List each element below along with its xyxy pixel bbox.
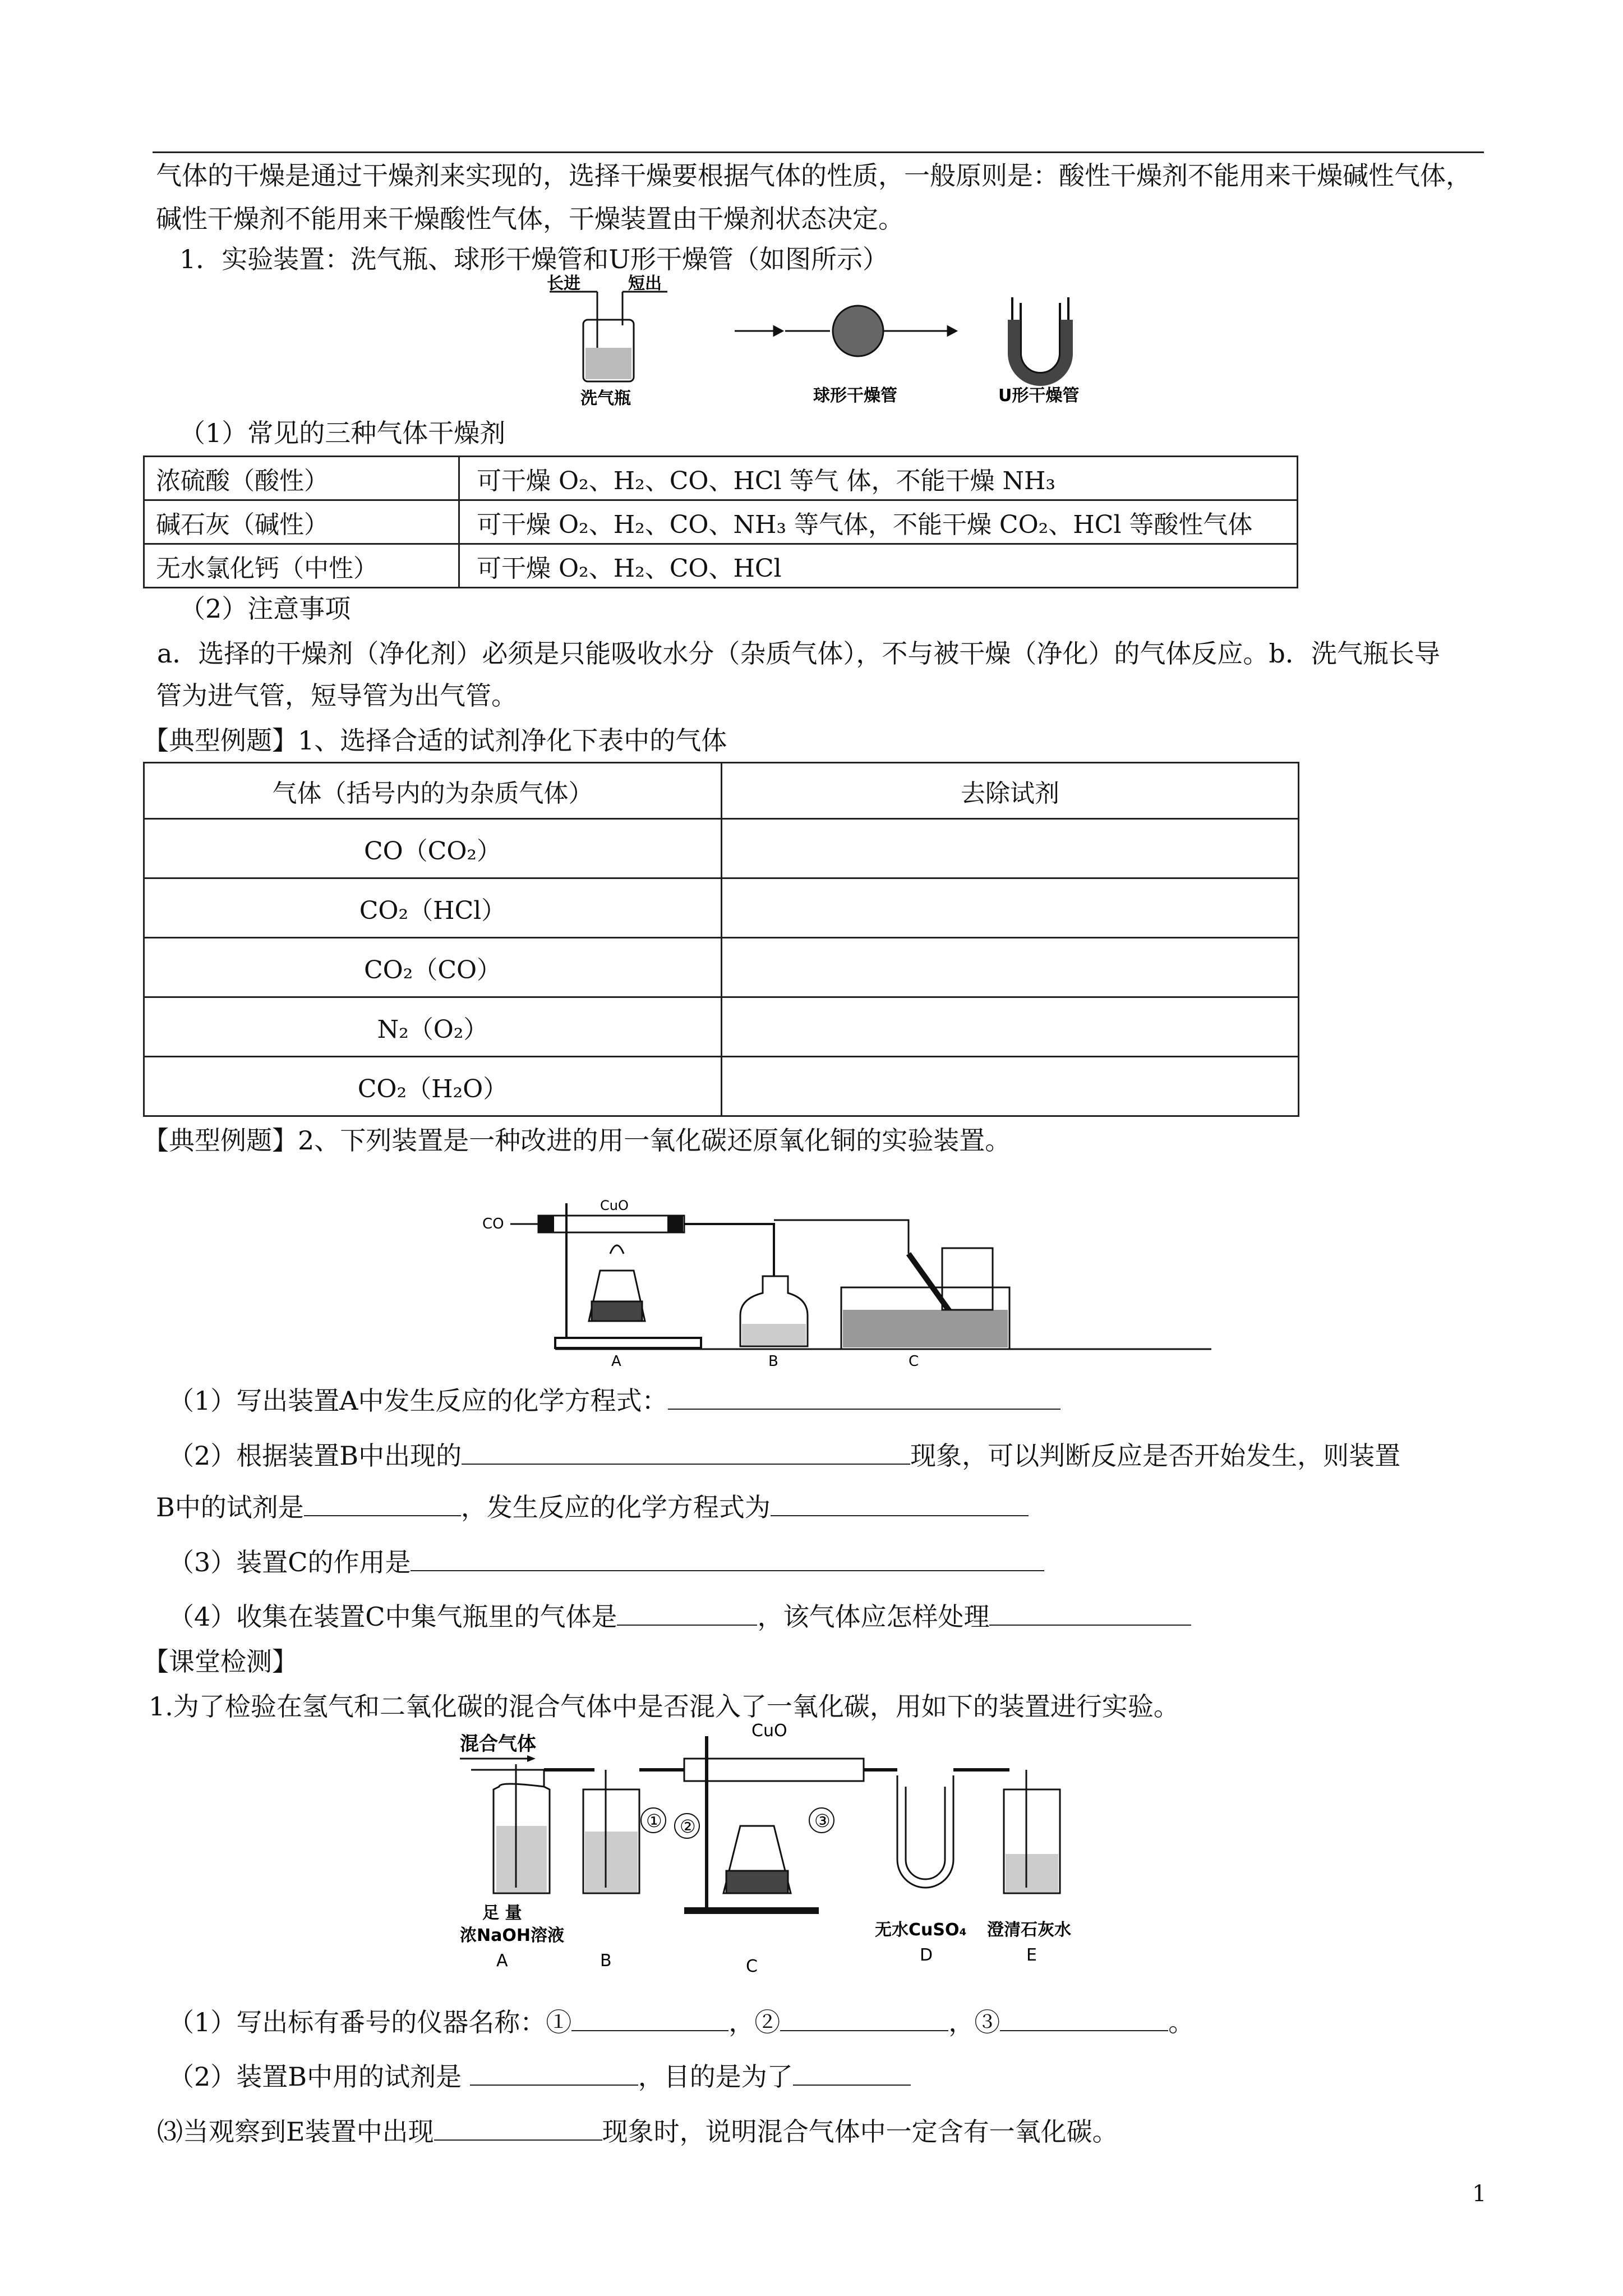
bottle-a (471, 1764, 550, 1893)
notes-heading: （2）注意事项 (179, 593, 351, 624)
marker-2-label: ② (680, 1816, 696, 1837)
label-a: A (496, 1951, 508, 1971)
wash-bottle (550, 292, 667, 381)
reaction-tube (684, 1759, 864, 1781)
ex2-q2-text-a: （2）根据装置B中出现的 (168, 1441, 462, 1471)
desc-cell: 可干燥 O₂、H₂、CO、HCl 等气 体，不能干燥 NH₃ (459, 457, 1298, 500)
check-q1-text-b: ，② (728, 2007, 781, 2037)
ex2-q2-text-d: ，发生反应的化学方程式为 (460, 1492, 771, 1522)
check-title: 【课堂检测】 (143, 1646, 298, 1677)
table-row (144, 1057, 1299, 1116)
check-q1-text-a: （1）写出标有番号的仪器名称：① (168, 2007, 572, 2037)
table-row (144, 997, 1299, 1057)
check-q2 (168, 2060, 911, 2093)
ex2-q2-text-b: 现象，可以判断反应是否开始发生，则装置 (910, 1441, 1401, 1471)
agent-cell: 浓硫酸（酸性） (144, 457, 459, 500)
reagent-answer-cell[interactable] (722, 997, 1299, 1057)
co-reduction-apparatus-figure (482, 1198, 1256, 1372)
header-gas: 气体（括号内的为杂质气体） (144, 763, 722, 819)
co-detection-apparatus-figure (449, 1721, 1138, 1989)
check-q-intro: 1.为了检验在氢气和二氧化碳的混合气体中是否混入了一氧化碳，用如下的装置进行实验。 (149, 1691, 1179, 1722)
section1-title: 1．实验装置：洗气瓶、球形干燥管和U形干燥管（如图所示） (179, 244, 889, 274)
answer-blank[interactable] (411, 1545, 1044, 1571)
trough-c (841, 1248, 1009, 1349)
arrow-1 (735, 326, 782, 335)
answer-blank[interactable] (470, 2060, 638, 2086)
agent-cell: 无水氯化钙（中性） (144, 544, 459, 588)
answer-blank[interactable] (771, 1490, 1029, 1516)
ex2-q3-text: （3）装置C的作用是 (168, 1547, 411, 1577)
ex2-q1-text: （1）写出装置A中发生反应的化学方程式： (168, 1386, 668, 1416)
ex2-q3 (168, 1545, 1044, 1579)
answer-blank[interactable] (434, 2115, 602, 2141)
page-number: 1 (1472, 2181, 1487, 2207)
bottle-b (583, 1770, 639, 1893)
table-row (144, 457, 1298, 500)
table-row (144, 544, 1298, 588)
check-q1-text-c: ，③ (948, 2007, 1000, 2037)
alcohol-lamp (589, 1245, 645, 1321)
gas-purification-table (143, 762, 1299, 1117)
intro-line-1: 气体的干燥是通过干燥剂来实现的，选择干燥要根据气体的性质，一般原则是：酸性干燥剂不能用来干燥碱性气体， (156, 160, 1472, 191)
drying-apparatus-figure (538, 274, 1133, 409)
answer-blank[interactable] (780, 2005, 948, 2031)
header-reagent: 去除试剂 (722, 763, 1299, 819)
table-row (144, 819, 1299, 878)
label-u-tube: U形干燥管 (998, 386, 1080, 406)
ex2-q2-text-c: B中的试剂是 (156, 1492, 304, 1522)
dryers-heading: （1）常见的三种气体干燥剂 (179, 418, 506, 448)
example1-title: 【典型例题】1、选择合适的试剂净化下表中的气体 (143, 725, 727, 756)
answer-blank[interactable] (304, 1490, 461, 1516)
u-drying-tube (1012, 297, 1068, 381)
label-a: A (611, 1353, 621, 1370)
check-q3-text-a: ⑶当观察到E装置中出现 (157, 2116, 434, 2147)
reaction-tube (538, 1216, 684, 1232)
reagent-answer-cell[interactable] (722, 819, 1299, 878)
table-row (144, 500, 1298, 544)
ex2-q2 (168, 1439, 1400, 1473)
intro-line-2: 碱性干燥剂不能用来干燥酸性气体，干燥装置由干燥剂状态决定。 (156, 204, 904, 234)
bulb-drying-tube (785, 306, 931, 356)
label-bulb-tube: 球形干燥管 (813, 386, 897, 406)
check-q1 (168, 2005, 1194, 2039)
check-q2-text-a: （2）装置B中用的试剂是 (168, 2062, 470, 2092)
label-sufficient: 足 量 (482, 1903, 522, 1923)
notes-line-2: 管为进气管，短导管为出气管。 (156, 680, 517, 711)
arrow-2 (931, 326, 956, 335)
desc-cell: 可干燥 O₂、H₂、CO、HCl (459, 544, 1298, 588)
label-wash-bottle: 洗气瓶 (580, 389, 631, 408)
bottle-e (1004, 1770, 1060, 1893)
check-q1-text-d: 。 (1168, 2007, 1195, 2037)
table-header-row (144, 763, 1299, 819)
reagent-answer-cell[interactable] (722, 938, 1299, 997)
gas-cell: CO₂（H₂O） (144, 1057, 722, 1116)
dryers-table (143, 455, 1298, 588)
gas-cell: CO₂（CO） (144, 938, 722, 997)
label-c: C (909, 1353, 919, 1370)
marker-3-label: ③ (814, 1810, 831, 1832)
label-b: B (768, 1353, 778, 1370)
ex2-q1 (168, 1384, 1061, 1418)
ex2-q4-text-a: （4）收集在装置C中集气瓶里的气体是 (168, 1602, 617, 1632)
table-row (144, 878, 1299, 938)
check-q3-text-b: 现象时，说明混合气体中一定含有一氧化碳。 (602, 2116, 1118, 2147)
gas-cell: CO（CO₂） (144, 819, 722, 878)
label-cuso4: 无水CuSO₄ (875, 1920, 967, 1940)
check-q3 (157, 2115, 1118, 2148)
answer-blank[interactable] (989, 1600, 1191, 1626)
check-q2-text-b: ，目的是为了 (638, 2062, 793, 2092)
answer-blank[interactable] (793, 2060, 911, 2086)
label-b: B (600, 1951, 612, 1971)
label-co: CO (482, 1216, 504, 1232)
label-cuo: CuO (600, 1198, 629, 1213)
stand-base (684, 1907, 819, 1914)
answer-blank[interactable] (462, 1439, 910, 1465)
marker-1-label: ① (646, 1810, 662, 1832)
label-mixed-gas: 混合气体 (460, 1733, 536, 1755)
label-cuo: CuO (751, 1721, 787, 1741)
connecting-tube (684, 1224, 774, 1276)
label-short-out: 短出 (628, 274, 662, 293)
top-rule (153, 151, 1484, 153)
ex2-q2-cont (156, 1490, 1029, 1524)
label-limewater: 澄清石灰水 (987, 1920, 1071, 1940)
agent-cell: 碱石灰（碱性） (144, 500, 459, 544)
desc-cell: 可干燥 O₂、H₂、CO、NH₃ 等气体，不能干燥 CO₂、HCl 等酸性气体 (459, 500, 1298, 544)
answer-blank[interactable] (668, 1384, 1061, 1410)
notes-line-1: a．选择的干燥剂（净化剂）必须是只能吸收水分（杂质气体），不与被干燥（净化）的气体反应。b．洗气瓶长导 (157, 638, 1440, 669)
bottle-b (740, 1276, 808, 1346)
label-d: D (920, 1945, 933, 1965)
reagent-answer-cell[interactable] (722, 878, 1299, 938)
label-e: E (1026, 1945, 1037, 1965)
label-naoh: 浓NaOH溶液 (460, 1926, 564, 1945)
answer-blank[interactable] (1000, 2005, 1168, 2031)
example2-title: 【典型例题】2、下列装置是一种改进的用一氧化碳还原氧化铜的实验装置。 (143, 1125, 1011, 1156)
ex2-q4-text-b: ，该气体应怎样处理 (757, 1602, 990, 1632)
gas-cell: CO₂（HCl） (144, 878, 722, 938)
ex2-q4 (168, 1600, 1191, 1634)
u-tube-d (897, 1775, 953, 1888)
reagent-answer-cell[interactable] (722, 1057, 1299, 1116)
answer-blank[interactable] (571, 2005, 728, 2031)
gas-cell: N₂（O₂） (144, 997, 722, 1057)
label-c: C (746, 1957, 758, 1976)
alcohol-lamp (723, 1826, 791, 1893)
label-long-in: 长进 (547, 274, 580, 293)
answer-blank[interactable] (617, 1600, 757, 1626)
table-row (144, 938, 1299, 997)
